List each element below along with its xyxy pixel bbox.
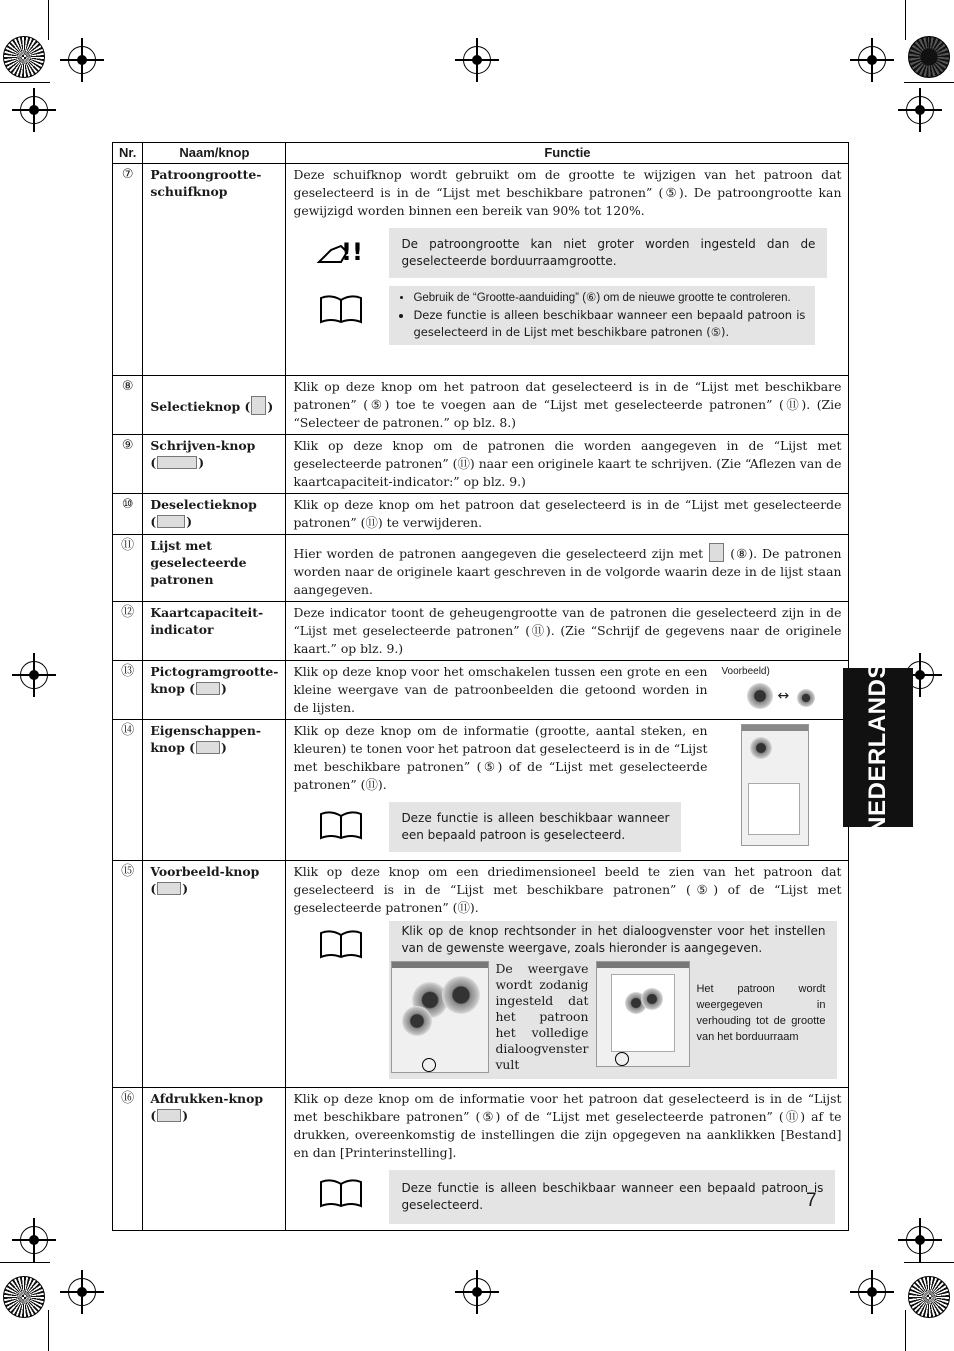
- trim-line: [0, 82, 50, 83]
- page-number: 7: [806, 1190, 817, 1211]
- row-name-text: ): [182, 1108, 189, 1123]
- note-bullet: • Gebruik de “Grootte-aanduiding” (⑥) om de nieuwe grootte te controleren.: [413, 290, 805, 307]
- row-name-text: Pictogramgrootte-: [150, 664, 279, 679]
- hoop-view-caption: Het patroon wordt weergegeven in verhouding tot de grootte van het borduurraam: [696, 983, 826, 1043]
- row-function: [286, 720, 849, 861]
- row-function: [286, 535, 849, 602]
- trim-line: [0, 1262, 50, 1263]
- crosshair-mark: [455, 38, 499, 82]
- row-name-text: (: [150, 455, 157, 470]
- header-function: Functie: [286, 143, 849, 164]
- crosshair-mark: [850, 1270, 894, 1314]
- row-name-text: Deselectieknop: [150, 497, 257, 512]
- row-number: ⑫: [113, 602, 143, 661]
- crosshair-mark: [898, 88, 942, 132]
- full-view-screenshot: [391, 961, 489, 1073]
- row-function: [286, 661, 849, 720]
- language-tab-label: NEDERLANDS: [864, 662, 891, 834]
- trim-line: [905, 1310, 906, 1351]
- memo-note: [311, 1170, 835, 1224]
- registration-mark: [3, 1276, 45, 1318]
- icon-size-icon: [196, 682, 220, 695]
- book-icon: [311, 921, 373, 967]
- row-name: [143, 494, 286, 535]
- table-header: [113, 143, 849, 164]
- table-row: [113, 861, 849, 1088]
- row-name-text: ): [198, 455, 205, 470]
- row-function: Klik op deze knop om het patroon dat geselecteerd is in de “Lijst met geselecteerde patronen” (⑪) te verwijderen.: [286, 494, 849, 535]
- example-illustration: [721, 663, 821, 717]
- deselect-icon: [157, 515, 185, 528]
- arrow-right-icon: [251, 396, 266, 415]
- table-row: [113, 535, 849, 602]
- table-row: [113, 435, 849, 494]
- row-function: [286, 1088, 849, 1231]
- printer-icon: [157, 1109, 181, 1122]
- row-number: ⑦: [113, 164, 143, 376]
- registration-mark: [908, 36, 950, 78]
- registration-mark: [3, 36, 45, 78]
- warning-note: [311, 228, 835, 278]
- svg-text:!!: !!: [341, 238, 364, 266]
- trim-line: [48, 1310, 49, 1351]
- swap-arrow-icon: ↔: [777, 688, 790, 704]
- row-name-text: ): [267, 398, 274, 414]
- row-name: [143, 1088, 286, 1231]
- view-button-highlight: [422, 1058, 436, 1072]
- book-icon: [311, 802, 373, 848]
- memo-note: [311, 286, 835, 345]
- warning-hand-icon: [311, 228, 373, 274]
- crosshair-mark: [12, 88, 56, 132]
- row-function: Klik op deze knop om de patronen die worden aangegeven in de “Lijst met geselecteerde patronen” (⑪) naar een originele kaart te schrijven. (Zie “Aflezen van de kaartcapaciteit-indicator:” op blz. 9.): [286, 435, 849, 494]
- function-text: Klik op deze knop om de informatie voor het patroon dat geselecteerd is in de “Lijst met beschikbare patronen” (⑤) of de “Lijst met geselecteerde patronen” (⑪) af te drukken, overeenkomstig de instellingen die zijn opgegeven na aanklikken [Bestand] en dan [Printerinstelling].: [293, 1091, 842, 1160]
- table-row: [113, 164, 849, 376]
- row-name: [143, 720, 286, 861]
- row-name: Lijst met geselecteerde patronen: [143, 535, 286, 602]
- crosshair-mark: [60, 38, 104, 82]
- row-function: Klik op deze knop om het patroon dat geselecteerd is in de “Lijst met beschikbare patronen” (⑤) toe te voegen aan de “Lijst met geselecteerde patronen” (⑪). (Zie “Selecteer de patronen.” op blz. 8.): [286, 376, 849, 435]
- function-text: Deze schuifknop wordt gebruikt om de grootte te wijzigen van het patroon dat geselecteerd is in de “Lijst met beschikbare patronen” (⑤). De patroongrootte kan gewijzigd worden binnen een bereik van 90% tot 120%.: [293, 167, 842, 218]
- table-row: [113, 720, 849, 861]
- flower-large-image: [747, 683, 773, 709]
- note-box: Deze functie is alleen beschikbaar wanneer een bepaald patroon is geselecteerd.: [389, 1170, 835, 1224]
- header-name: Naam/knop: [143, 143, 286, 164]
- row-name-text: (: [150, 514, 157, 529]
- row-function: [286, 861, 849, 1088]
- crosshair-mark: [60, 1270, 104, 1314]
- row-name: Kaartcapaciteit-indicator: [143, 602, 286, 661]
- row-name-text: Afdrukken-knop: [150, 1091, 263, 1106]
- function-text: Klik op deze knop voor het omschakelen tussen een grote en een kleine weergave van de patroonbeelden die getoond worden in de lijsten.: [293, 664, 708, 715]
- row-name-text: Voorbeeld-knop: [150, 864, 260, 879]
- row-name-text: Schrijven-knop: [150, 438, 256, 453]
- row-name: [143, 376, 286, 435]
- hoop-view-screenshot: [596, 961, 690, 1067]
- registration-mark: [908, 1276, 950, 1318]
- row-name: [143, 661, 286, 720]
- function-table: [112, 142, 849, 1231]
- row-number: ⑮: [113, 861, 143, 1088]
- properties-icon: [196, 741, 220, 754]
- arrow-right-icon: [709, 543, 724, 562]
- note-box: [389, 286, 815, 345]
- table-row: [113, 494, 849, 535]
- note-bullet: • Deze functie is alleen beschikbaar wanneer een bepaald patroon is geselecteerd in de Lijst met beschikbare patronen (⑤).: [413, 307, 805, 341]
- trim-line: [904, 1262, 954, 1263]
- row-name: [143, 435, 286, 494]
- view-button-highlight: [615, 1052, 629, 1066]
- note-text: Klik op de knop rechtsonder in het dialoogvenster voor het instellen van de gewenste weergave, zoals hieronder is aangegeven.: [401, 924, 826, 955]
- example-caption: Voorbeeld): [721, 666, 770, 677]
- row-name-text: ): [182, 881, 189, 896]
- row-name-text: Selectieknop (: [150, 398, 251, 414]
- row-name-text: ): [186, 514, 193, 529]
- crosshair-mark: [455, 1270, 499, 1314]
- language-tab: [843, 662, 913, 834]
- memo-note: [311, 802, 701, 852]
- crosshair-mark: [898, 1218, 942, 1262]
- book-icon: [311, 1170, 373, 1216]
- note-box: Deze functie is alleen beschikbaar wanneer een bepaald patroon is geselecteerd.: [389, 802, 681, 852]
- trim-line: [905, 0, 906, 40]
- table-row: [113, 661, 849, 720]
- row-number: ⑧: [113, 376, 143, 435]
- table-row: [113, 376, 849, 435]
- function-text: Klik op deze knop om een driedimensioneel beeld te zien van het patroon dat geselecteerd is in de “Lijst met beschikbare patronen” (⑤) of de “Lijst met geselecteerde patronen” (⑪).: [293, 864, 842, 915]
- row-function: Deze indicator toont de geheugengrootte van de patronen die geselecteerd zijn in de “Lijst met geselecteerde patronen” (⑪). (Zie “Schrijf de gegevens naar de originele kaart.” op blz. 9.): [286, 602, 849, 661]
- row-name-text: ): [221, 740, 227, 755]
- header-nr: Nr.: [113, 143, 143, 164]
- row-function: [286, 164, 849, 376]
- row-name-text: (: [150, 881, 157, 896]
- row-number: ⑪: [113, 535, 143, 602]
- preview-icon: [157, 882, 181, 895]
- row-name-text: Eigenschappen-: [150, 723, 261, 738]
- row-number: ⑭: [113, 720, 143, 861]
- table-row: [113, 602, 849, 661]
- function-text: (⑧). De patronen worden naar de originele kaart geschreven in de volgorde waarin deze in de lijst staan aangegeven.: [293, 546, 842, 597]
- trim-line: [48, 0, 49, 40]
- crosshair-mark: [12, 1218, 56, 1262]
- row-name: Patroongrootte-schuifknop: [143, 164, 286, 376]
- book-icon: [311, 286, 373, 332]
- note-box: De patroongrootte kan niet groter worden ingesteld dan de geselecteerde borduurraamgrootte.: [389, 228, 827, 278]
- properties-dialog-image: [741, 724, 809, 846]
- flower-small-image: [797, 689, 815, 707]
- note-box: [389, 921, 837, 1079]
- row-number: ⑬: [113, 661, 143, 720]
- row-number: ⑨: [113, 435, 143, 494]
- function-text: Hier worden de patronen aangegeven die geselecteerd zijn met: [293, 546, 704, 561]
- crosshair-mark: [850, 38, 894, 82]
- row-name-text: ): [221, 681, 227, 696]
- full-view-caption: De weergave wordt zodanig ingesteld dat het patroon het volledige dialoogvenster vult: [495, 961, 589, 1072]
- row-name-text: knop (: [150, 681, 196, 696]
- row-name-text: (: [150, 1108, 157, 1123]
- function-text: Klik op deze knop om de informatie (grootte, aantal steken, en kleuren) te tonen voor het patroon dat geselecteerd is in de “Lijst met beschikbare patronen” (⑤) of de “Lijst met geselecteerde patronen” (⑪).: [293, 723, 708, 792]
- table-row: [113, 1088, 849, 1231]
- crosshair-mark: [12, 653, 56, 697]
- row-name-text: knop (: [150, 740, 196, 755]
- row-number: ⑩: [113, 494, 143, 535]
- row-number: ⑯: [113, 1088, 143, 1231]
- row-name: [143, 861, 286, 1088]
- trim-line: [904, 82, 954, 83]
- write-card-icon: [157, 456, 197, 469]
